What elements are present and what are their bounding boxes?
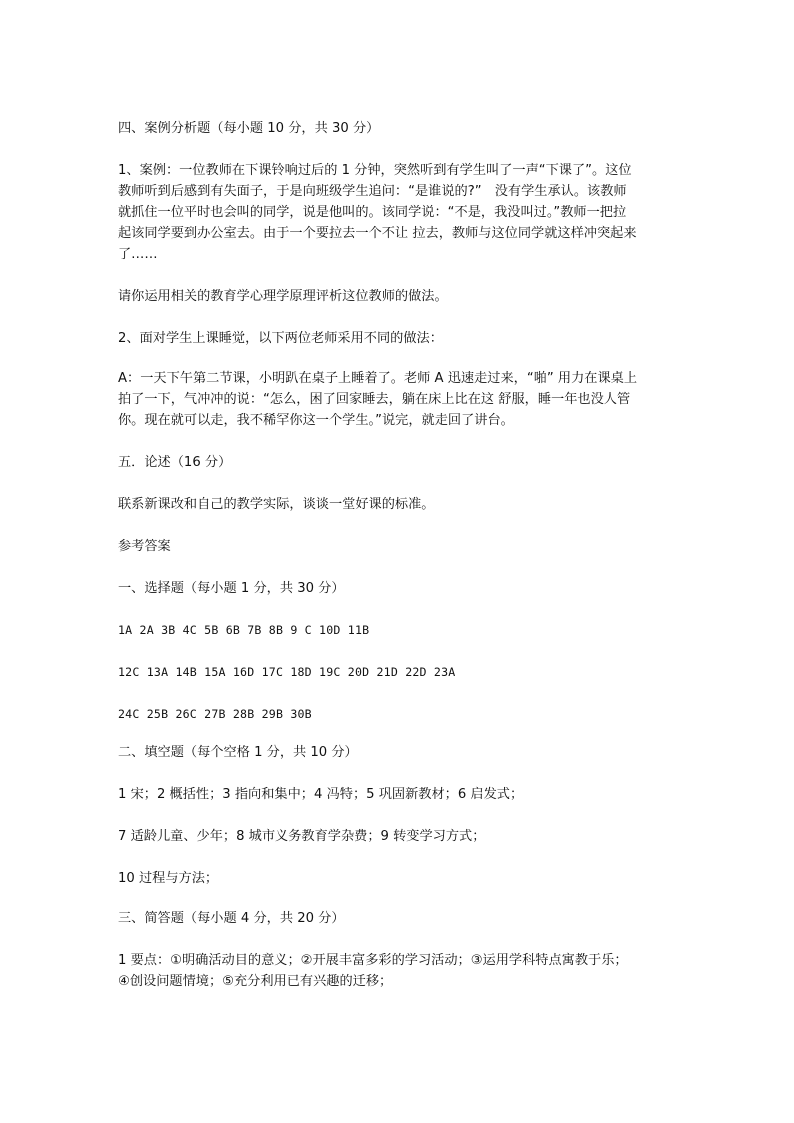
case2-a-line: A：一天下午第二节课，小明趴在桌子上睡着了。老师 A 迅速走过来，“啪” 用力在课桌上 (118, 371, 638, 386)
case2-a-line: 拍了一下，气冲冲的说：“怎么，困了回家睡去，躺在床上比在这 舒服，睡一年也没人管 (118, 392, 631, 407)
answers-title: 参考答案 (118, 539, 171, 554)
case1-line: 了…… (118, 247, 158, 262)
section4-heading: 四、案例分析题（每小题 10 分，共 30 分） (118, 121, 380, 136)
answers-part2-heading: 二、填空题（每个空格 1 分，共 10 分） (118, 745, 358, 760)
case1-line: 就抓住一位平时也会叫的同学，说是他叫的。该同学说：“不是，我没叫过。”教师一把拉 (118, 205, 627, 220)
case1-line: 1、案例：一位教师在下课铃响过后的 1 分钟，突然听到有学生叫了一声“下课了”。这位 (118, 163, 632, 178)
case1-line: 起该同学要到办公室去。由于一个要拉去一个不让 拉去，教师与这位同学就这样冲突起来 (118, 226, 637, 241)
case1-prompt: 请你运用相关的教育学心理学原理评析这位教师的做法。 (118, 289, 448, 304)
section5-prompt: 联系新课改和自己的教学实际，谈谈一堂好课的标准。 (118, 497, 435, 512)
answers-part3-line: ④创设问题情境；⑤充分利用已有兴趣的迁移； (118, 974, 393, 989)
answers-part1-row: 24C 25B 26C 27B 28B 29B 30B (118, 707, 312, 721)
answers-part2-row: 1 宋；2 概括性；3 指向和集中；4 冯特；5 巩固新教材；6 启发式； (118, 787, 524, 802)
answers-part3-q1 (118, 950, 678, 992)
answers-part3-heading: 三、简答题（每小题 4 分，共 20 分） (118, 911, 345, 926)
section5-heading: 五．论述（16 分） (118, 455, 232, 470)
case1-paragraph (118, 160, 678, 265)
answers-part2-row: 10 过程与方法； (118, 871, 219, 886)
answers-part2-row: 7 适龄儿童、少年；8 城市义务教育学杂费；9 转变学习方式； (118, 829, 486, 844)
case2-a-line: 你。现在就可以走，我不稀罕你这一个学生。”说完，就走回了讲台。 (118, 413, 514, 428)
case1-line: 教师听到后感到有失面子，于是向班级学生追问：“是谁说的?” 没有学生承认。该教师 (118, 184, 627, 199)
answers-part1-row: 1A 2A 3B 4C 5B 6B 7B 8B 9 C 10D 11B (118, 623, 370, 637)
answers-part3-line: 1 要点：①明确活动目的意义；②开展丰富多彩的学习活动；③运用学科特点寓教于乐； (118, 953, 628, 968)
answers-part1-heading: 一、选择题（每小题 1 分，共 30 分） (118, 581, 345, 596)
answers-part1-row: 12C 13A 14B 15A 16D 17C 18D 19C 20D 21D 22D 23A (118, 665, 456, 679)
case2-a-paragraph (118, 368, 678, 431)
case2-intro: 2、面对学生上课睡觉，以下两位老师采用不同的做法： (118, 331, 443, 346)
